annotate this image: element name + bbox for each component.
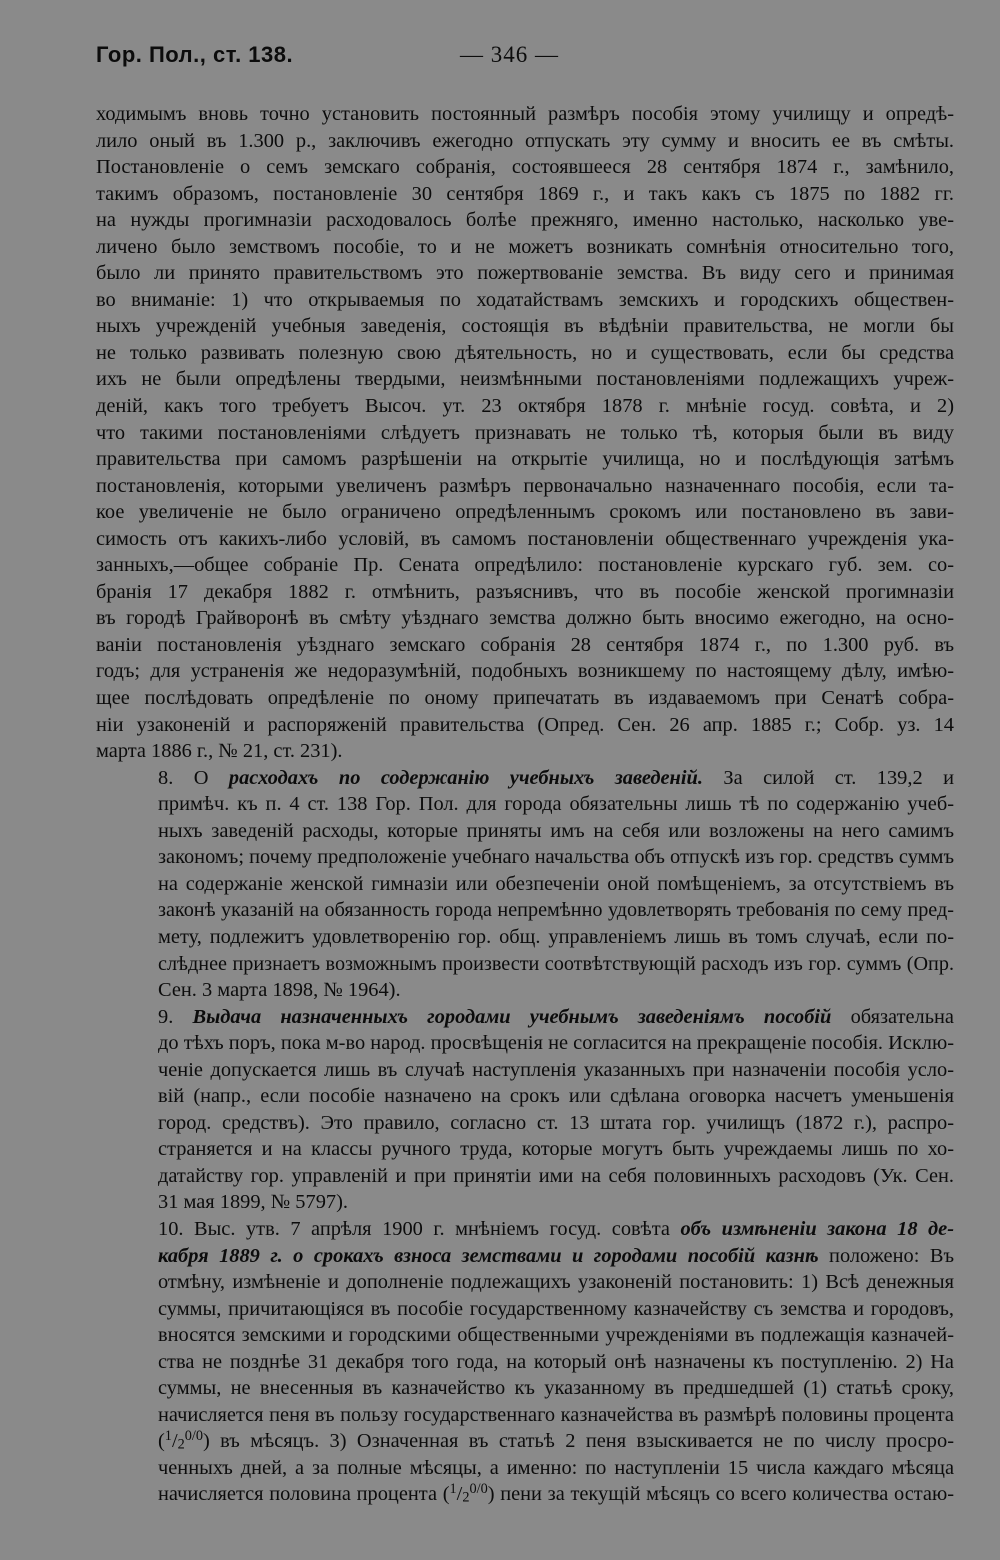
section-10-title-line-2 [96,1243,954,1270]
text-line: симость отъ какихъ-либо условій, въ самомъ постановленіи общественнаго учрежденія ука- [96,527,954,550]
section-title: расходахъ по содержанію учебныхъ заведеній. [228,766,703,789]
text-line: правительства при самомъ разрѣшеніи на открытіе училища, но и послѣдующія затѣмъ [96,448,954,471]
text-run: въ мѣсяцъ. 3) Означенная въ статьѣ 2 пеня взыскивается не по числу просро- [220,1430,954,1453]
text-run: положено: Въ [829,1244,954,1267]
fraction-line-2 [96,1481,954,1508]
fraction-line-1 [96,1428,954,1455]
section-8-heading-line [96,765,954,792]
text-line: ченіе допускается лишь въ случаѣ наступленія указанныхъ при назначеніи пособія усло- [158,1058,954,1081]
text-line: марта 1886 г., № 21, ст. 231). [96,740,343,763]
section-9-heading-line [96,1004,954,1031]
text-line: ства не позднѣе 31 декабря того года, на который онѣ назначены къ поступленію. 2) На [158,1350,954,1373]
text-line: ныхъ учрежденій учебныя заведенія, состоящія въ вѣдѣніи правительства, не могли бы [96,315,954,338]
text-line: страняется и на классы ручного труда, которые могутъ быть учреждаемы лишь по хо- [158,1138,954,1161]
text-line: примѣч. къ п. 4 ст. 138 Гор. Пол. для города обязательны лишь тѣ по содержанію учеб- [158,793,954,816]
section-10-heading-line [96,1216,954,1243]
text-line: было ли принято правительствомъ это пожертвованіе земства. Въ виду сего и принимая [96,262,954,285]
text-line: въ городѣ Грайворонѣ въ смѣту уѣзднаго земства должно быть вносимо ежегодно, на осно- [96,607,954,630]
running-head: Гор. Пол., ст. 138. [96,42,294,67]
paragraph-continuation [96,101,954,765]
section-title-part-1: объ измѣненіи закона 18 де- [680,1217,954,1240]
text-line: Постановленіе о семъ земскаго собранія, состоявшееся 28 сентября 1874 г., замѣнило, [96,156,954,179]
section-number: 8. О [158,766,209,789]
text-line: отмѣну, измѣненіе и дополненіе подлежащихъ узаконеній постановить: 1) Всѣ денежныя [158,1271,954,1294]
text-line: суммы, не внесенныя въ казначейство къ указанному въ предшедшей (1) статьѣ сроку, [158,1377,954,1400]
text-line: город. средствъ). Это правило, согласно ст. 13 штата гор. училищъ (1872 г.), распро- [158,1111,954,1134]
text-line: постановленія, которыми увеличенъ размѣръ первоначально назначеннаго пособія, если та- [96,474,954,497]
text-line: бранія 17 декабря 1882 г. отмѣнить, разъяснивъ, что въ пособіе женской прогимназіи [96,580,954,603]
text-run: За силой ст. 139,2 и [723,766,954,789]
text-line: что такими постановленіями слѣдуетъ признавать не только тѣ, которыя были въ виду [96,421,954,444]
page-header [96,42,952,78]
half-percent-fraction: $(^1/_2^{0/0})$ [158,1428,210,1453]
half-percent-fraction: $(^1/_2^{0/0})$ [442,1481,495,1506]
text-line: такимъ образомъ, постановленіе 30 сентября 1869 г., и такъ какъ съ 1875 по 1882 гг. [96,182,954,205]
text-line: до тѣхъ поръ, пока м-во народ. просвѣщенія не согласится на прекращеніе пособія. Исклю- [158,1032,954,1055]
text-line: ихъ не были опредѣлены твердыми, неизмѣнными постановленіями подлежащихъ учреж- [96,368,954,391]
text-line: Сен. 3 марта 1898, № 1964). [158,979,401,1002]
page-body [96,101,954,1508]
text-line: мету, подлежитъ удовлетворенію гор. общ. управленіемъ лишь въ томъ случаѣ, если по- [158,925,954,948]
text-line: щее послѣдовать опредѣленіе по оному припечатать въ издаваемомъ при Сенатѣ собра- [96,687,954,710]
text-line: вій (напр., если пособіе назначено на срокъ или сдѣлана оговорка насчетъ уменьшенія [158,1085,954,1108]
text-line: не только развивать полезную свою дѣятельность, но и существовать, если бы средства [96,341,954,364]
text-line: во вниманіе: 1) что открываемыя по ходатайствамъ земскихъ и городскихъ обществен- [96,288,954,311]
text-line: начисляется пеня въ пользу государственнаго казначейства въ размѣрѣ половины процента [158,1403,954,1426]
section-9 [96,1004,954,1216]
text-line: вносятся земскими и городскими общественными учрежденіями въ подлежащія казначей- [158,1324,954,1347]
text-line: личено было земствомъ пособіе, то и не можетъ возникать сомнѣнія относительно того, [96,235,954,258]
text-line: слѣднее признаетъ возможнымъ произвести соотвѣтствующій расходъ изъ гор. суммъ (Опр. [158,952,954,975]
text-line: ченныхъ дней, а за полные мѣсяцы, а именно: по наступленіи 15 числа каждаго мѣсяца [158,1456,954,1479]
section-title-part-2: кабря 1889 г. о срокахъ взноса земствами и городами пособій казнѣ [158,1244,819,1267]
text-line: кое увеличеніе не было ограничено опредѣленнымъ срокомъ или постановлено въ зави- [96,501,954,524]
section-number: 10. Выс. утв. 7 апрѣля 1900 г. мнѣніемъ госуд. совѣта [158,1217,670,1240]
text-run: начисляется половина процента [158,1483,438,1506]
text-line: датайству гор. управленій и при принятіи ими на себя половинныхъ расходовъ (Ук. Сен. [158,1164,954,1187]
text-line: суммы, причитающіяся въ пособіе государственному казначейству съ земства и городовъ, [158,1297,954,1320]
section-number: 9. [158,1005,174,1028]
text-line: ныхъ заведеній расходы, которые приняты имъ на себя или возложены на него самимъ [158,819,954,842]
text-line: деній, какъ того требуетъ Высоч. ут. 23 октября 1878 г. мнѣніе госуд. совѣта, и 2) [96,395,954,418]
text-line: 31 мая 1899, № 5797). [158,1191,348,1214]
page-number: — 346 — [460,42,559,67]
text-line: ходимымъ вновь точно установить постоянный размѣръ пособія этому училищу и опредѣ- [96,103,954,125]
text-line: годъ; для устраненія же недоразумѣній, подобныхъ возникшему по настоящему дѣлу, имѣю- [96,660,954,683]
section-8 [96,765,954,1004]
text-run: обязательна [850,1005,954,1028]
text-line: лило оный въ 1.300 р., заключивъ ежегодно отпускать эту сумму и вносить ее въ смѣты. [96,129,954,152]
section-10 [96,1216,954,1508]
text-line: закономъ; почему предположеніе учебнаго начальства объ отпускѣ изъ гор. средствъ суммъ [158,846,954,869]
text-line: ваніи постановленія уѣзднаго земскаго собранія 28 сентября 1874 г., по 1.300 руб. въ [96,633,954,656]
text-run: пени за текущій мѣсяцъ со всего количества остаю- [500,1483,954,1506]
text-line: на нужды прогимназіи расходовалось болѣе прежняго, именно настолько, насколько уве- [96,209,954,232]
section-title: Выдача назначенныхъ городами учебнымъ заведеніямъ пособій [192,1005,832,1028]
text-line: занныхъ,—общее собраніе Пр. Сената опредѣлило: постановленіе курскаго губ. зем. со- [96,554,954,577]
text-line: законѣ указаній на обязанность города непремѣнно удовлетворять требованія по сему пред- [158,899,954,922]
text-line: ніи узаконеній и распоряженій правительства (Опред. Сен. 26 апр. 1885 г.; Собр. уз. 14 [96,713,954,736]
text-line: на содержаніе женской гимназіи или обезпеченіи оной помѣщеніемъ, за отсутствіемъ въ [158,872,954,895]
